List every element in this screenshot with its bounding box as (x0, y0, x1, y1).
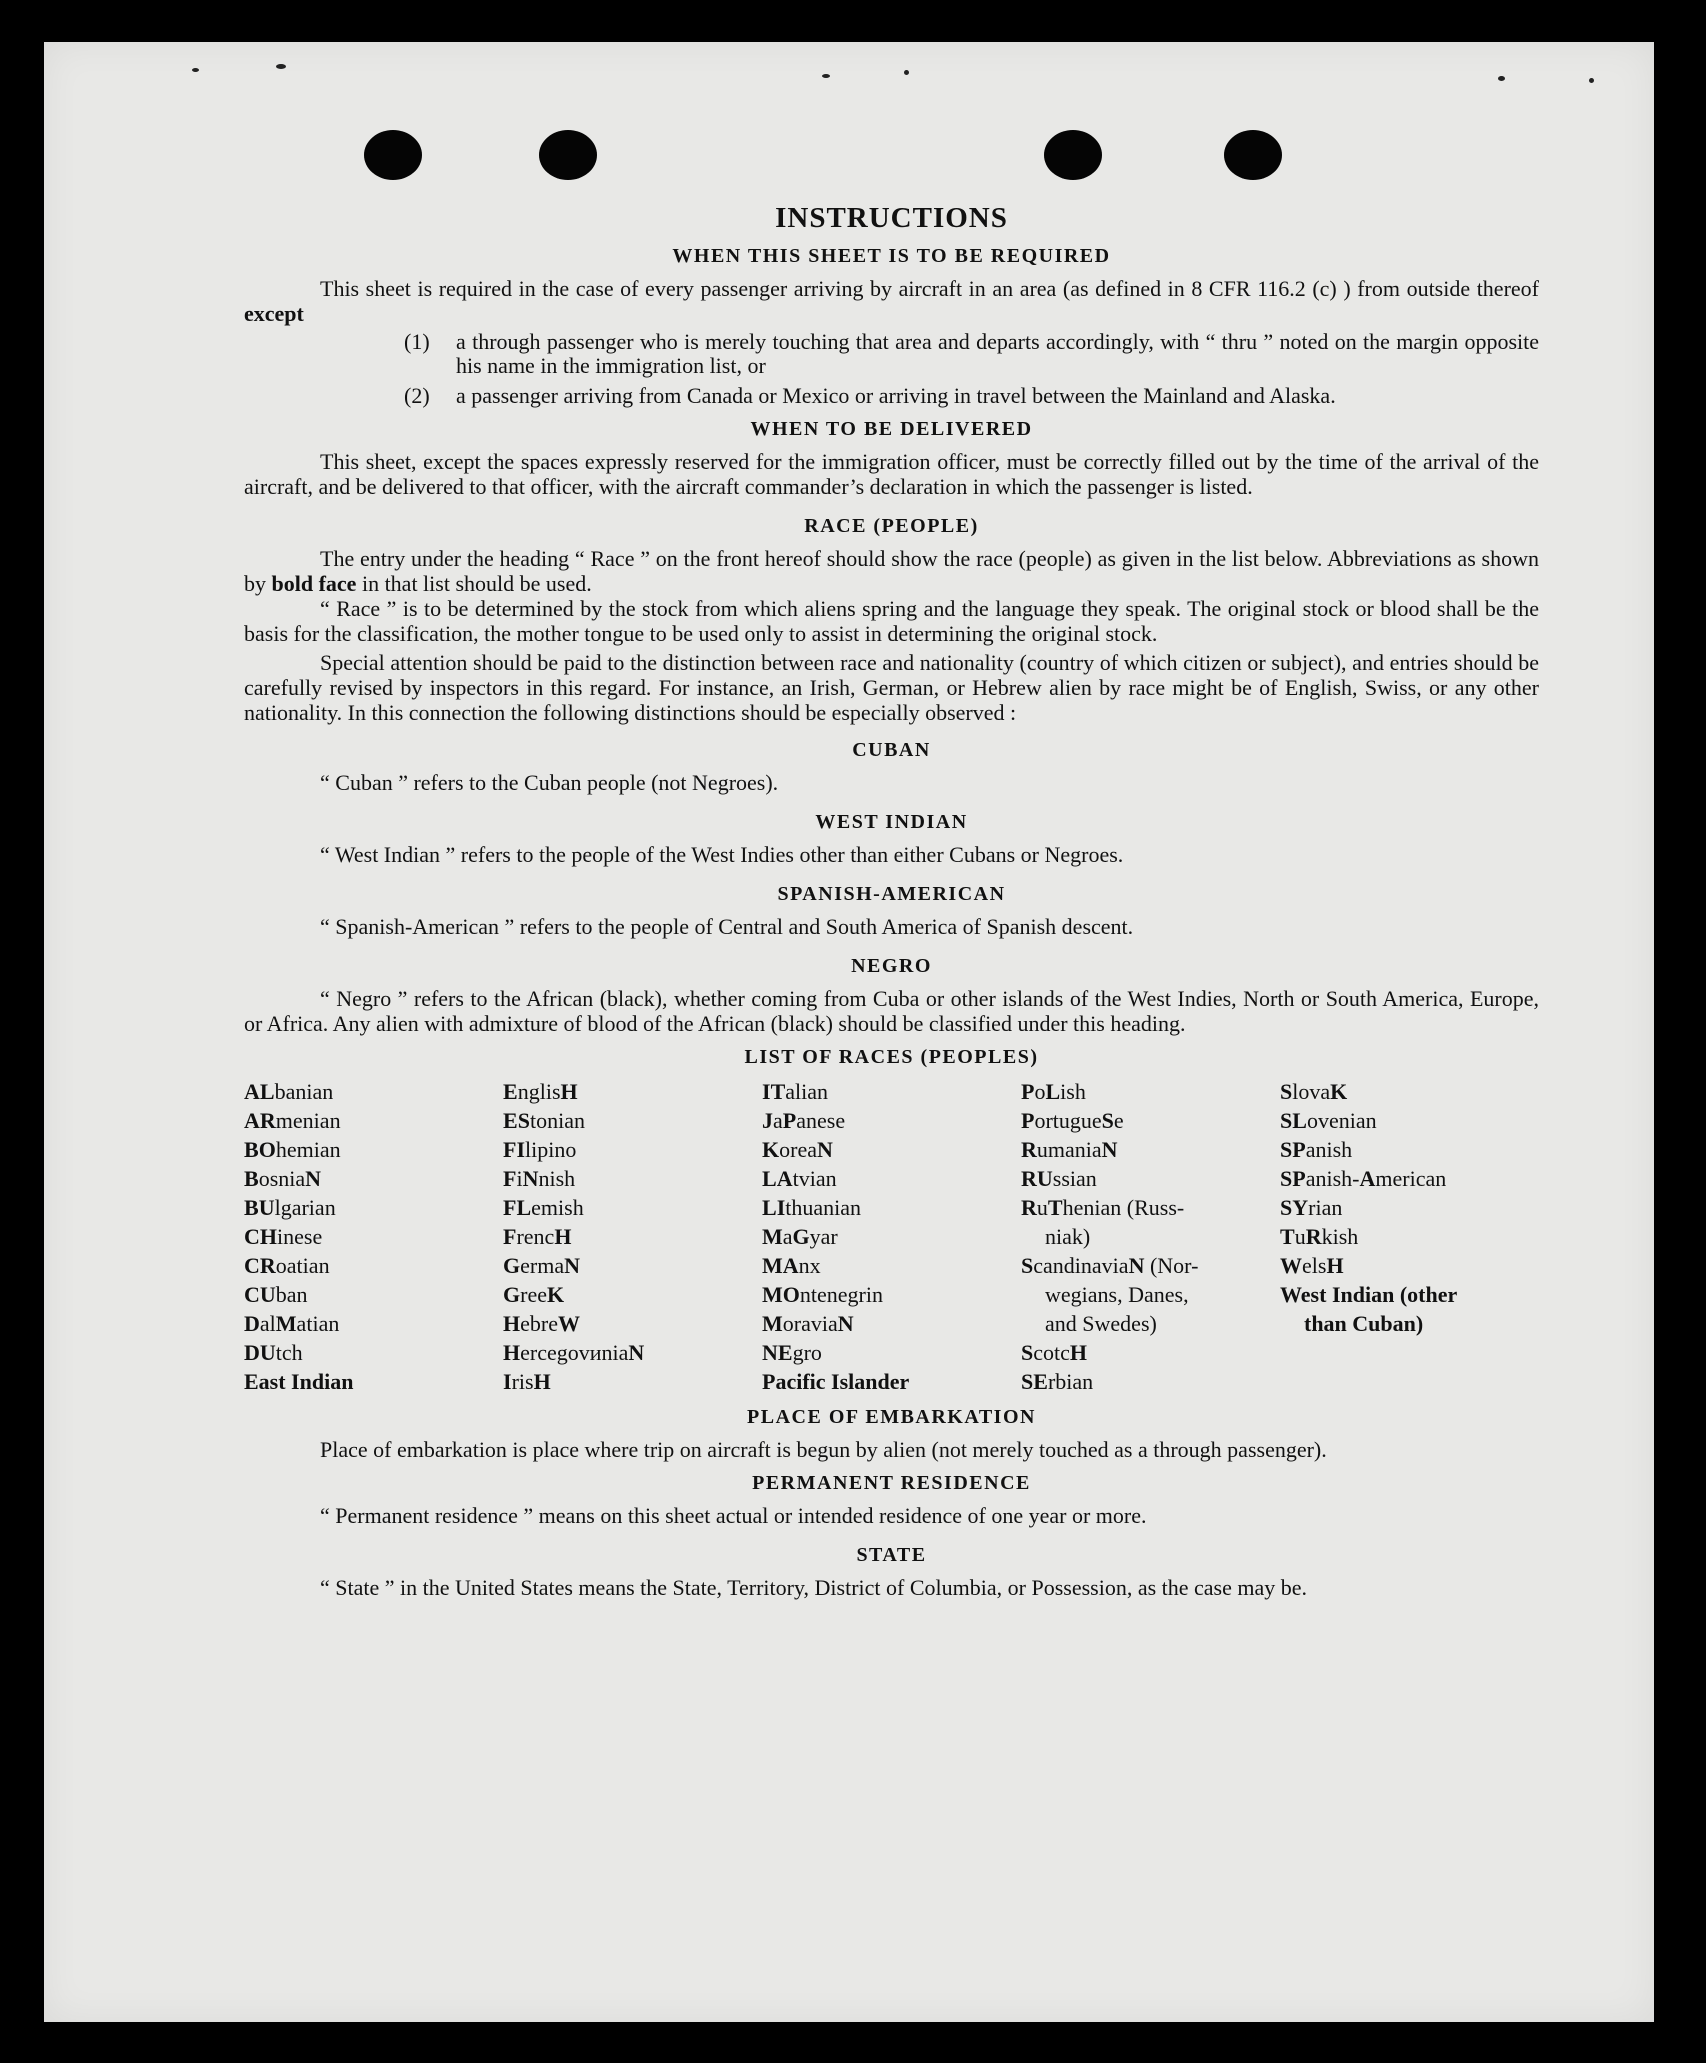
exception-item (404, 384, 1539, 408)
race-list-item: HercegovиniaN (503, 1340, 645, 1365)
race-list-item: BosniaN (244, 1166, 322, 1191)
residence-text: “ Permanent residence ” means on this sheet actual or intended residence of one year or more. (320, 1503, 1147, 1528)
cuban-text: “ Cuban ” refers to the Cuban people (not Negroes). (320, 770, 779, 795)
race-list-item: FIlipino (503, 1137, 577, 1162)
race-list-item: CHinese (244, 1224, 323, 1249)
race-list-item: SLovenian (1280, 1108, 1377, 1133)
section-heading-residence: PERMANENT RESIDENCE (752, 1472, 1031, 1494)
punch-hole (1224, 130, 1282, 180)
exception-item (404, 330, 1539, 378)
page-title: INSTRUCTIONS (775, 202, 1008, 234)
punch-hole (539, 130, 597, 180)
race-p1-end: in that list should be used. (356, 571, 592, 596)
race-list-item: FLemish (503, 1195, 584, 1220)
race-list-item: SYrian (1280, 1195, 1343, 1220)
race-column (762, 1077, 1021, 1396)
race-list-item: IrisH (503, 1369, 551, 1394)
state-text: “ State ” in the United States means the State, Territory, District of Columbia, or Possession, as the case may be. (320, 1575, 1308, 1600)
race-paragraph-1 (244, 546, 1539, 596)
race-list-item: RUssian (1021, 1166, 1097, 1191)
race-list-item: SErbian (1021, 1369, 1094, 1394)
race-list-item: SPanish-American (1280, 1166, 1447, 1191)
punch-hole (1044, 130, 1102, 180)
section-heading-west-indian: WEST INDIAN (815, 811, 968, 833)
race-list-item: RumaniaN (1021, 1137, 1118, 1162)
race-list-item: ScandinaviaN (Nor- (1021, 1253, 1199, 1278)
race-list-item: GreeK (503, 1282, 565, 1307)
race-p1-bold: bold face (271, 571, 357, 596)
race-list-item: WelsH (1280, 1253, 1344, 1278)
document-sheet (44, 42, 1654, 2022)
race-column (1021, 1077, 1280, 1396)
section-heading-race: RACE (PEOPLE) (804, 515, 979, 537)
race-list-item: CUban (244, 1282, 308, 1307)
race-list-item: than Cuban) (1304, 1311, 1424, 1336)
race-list-item: DalMatian (244, 1311, 340, 1336)
required-intro-text: This sheet is required in the case of every passenger arriving by aircraft in an area (as defined in 8 CFR 116.2 (c) ) from outside thereof (320, 276, 1539, 301)
race-list-item: PoLish (1021, 1079, 1086, 1104)
section-heading-required: WHEN THIS SHEET IS TO BE REQUIRED (672, 245, 1111, 267)
exception-number: (1) (404, 329, 430, 354)
race-list-item: HebreW (503, 1311, 580, 1336)
race-list-item: Pacific Islander (762, 1369, 910, 1394)
race-list-item: MaGyar (762, 1224, 838, 1249)
race-list-item: MAnx (762, 1253, 821, 1278)
race-p1-text: The entry under the heading “ Race ” on the front hereof should show the race (people) as given in the list below. Abbreviations as shown by (244, 546, 1539, 596)
race-list-item: LIthuanian (762, 1195, 862, 1220)
race-list-item: West Indian (other (1280, 1282, 1458, 1307)
race-list-item: BOhemian (244, 1137, 341, 1162)
race-list-item: MOntenegrin (762, 1282, 883, 1307)
scan-speck (1589, 78, 1594, 83)
race-list-item: niak) (1045, 1224, 1091, 1249)
race-list-item: ARmenian (244, 1108, 341, 1133)
race-list-item: DUtch (244, 1340, 303, 1365)
exception-text: a through passenger who is merely touching that area and departs accordingly, with “ thru ” noted on the margin opposite his name in the immigration list, or (456, 329, 1539, 378)
race-list-item: FiNnish (503, 1166, 576, 1191)
delivered-text: This sheet, except the spaces expressly reserved for the immigration officer, must be correctly filled out by the time of the arrival of the aircraft, and be delivered to that officer, with the aircraft commander’s declaration in which the passenger is listed. (244, 449, 1539, 499)
exception-text: a passenger arriving from Canada or Mexico or arriving in travel between the Mainland and Alaska. (456, 383, 1336, 408)
race-column (244, 1077, 503, 1396)
race-list-item: EStonian (503, 1108, 585, 1133)
race-paragraph-3: Special attention should be paid to the distinction between race and nationality (country of which citizen or subject), and entries should be carefully revised by inspectors in this regard. For instance, an Irish, German, or Hebrew alien by race might be of English, Swiss, or any other nationality. In this connection the following distinctions should be especially observed : (244, 650, 1539, 725)
race-list-item: FrencH (503, 1224, 572, 1249)
race-column (503, 1077, 762, 1396)
section-heading-list-of-races: LIST OF RACES (PEOPLES) (744, 1046, 1039, 1068)
race-list-item: JaPanese (762, 1108, 846, 1133)
race-list-item: ITalian (762, 1079, 829, 1104)
punch-hole (364, 130, 422, 180)
race-list-item: SPanish (1280, 1137, 1353, 1162)
section-heading-cuban: CUBAN (852, 739, 931, 761)
negro-text: “ Negro ” refers to the African (black), whether coming from Cuba or other islands of the West Indies, North or South America, Europe, or Africa. Any alien with admixture of blood of the African (black) should be classified under this heading. (244, 986, 1539, 1036)
section-heading-delivered: WHEN TO BE DELIVERED (750, 418, 1033, 440)
race-paragraph-2: “ Race ” is to be determined by the stock from which aliens spring and the language they speak. The original stock or blood shall be the basis for the classification, the mother tongue to be used only to assist in determining the original stock. (244, 596, 1539, 646)
race-list-item: TuRkish (1280, 1224, 1359, 1249)
spanish-american-text: “ Spanish-American ” refers to the people of Central and South America of Spanish descent. (320, 914, 1134, 939)
race-list-item: CRoatian (244, 1253, 330, 1278)
race-list-item: MoraviaN (762, 1311, 854, 1336)
section-heading-embarkation: PLACE OF EMBARKATION (747, 1406, 1036, 1428)
race-list-item: ScotcH (1021, 1340, 1088, 1365)
race-list-item: KoreaN (762, 1137, 833, 1162)
instructions-content (244, 202, 1539, 1600)
required-intro-except: except (244, 301, 304, 326)
race-list-item: East Indian (244, 1369, 354, 1394)
race-list-item: EnglisH (503, 1079, 578, 1104)
races-list (244, 1077, 1539, 1396)
scan-speck (276, 64, 286, 69)
section-heading-state: STATE (856, 1544, 927, 1566)
scan-speck (822, 74, 830, 78)
embarkation-text: Place of embarkation is place where trip on aircraft is begun by alien (not merely touched as a through passenger). (320, 1437, 1327, 1462)
scan-speck (192, 68, 199, 72)
exception-number: (2) (404, 383, 430, 408)
race-list-item: PortugueSe (1021, 1108, 1124, 1133)
race-list-item: GermaN (503, 1253, 580, 1278)
race-list-item: BUlgarian (244, 1195, 336, 1220)
race-list-item: RuThenian (Russ- (1021, 1195, 1185, 1220)
race-column (1280, 1077, 1539, 1396)
race-list-item: wegians, Danes, (1045, 1282, 1189, 1307)
race-list-item: NEgro (762, 1340, 822, 1365)
west-indian-text: “ West Indian ” refers to the people of the West Indies other than either Cubans or Negroes. (320, 842, 1124, 867)
required-intro (244, 276, 1539, 326)
race-list-item: SlovaK (1280, 1079, 1348, 1104)
scan-speck (1498, 76, 1505, 81)
race-list-item: and Swedes) (1045, 1311, 1157, 1336)
section-heading-negro: NEGRO (851, 955, 932, 977)
race-list-item: LAtvian (762, 1166, 837, 1191)
section-heading-spanish-american: SPANISH-AMERICAN (777, 883, 1006, 905)
scan-speck (904, 70, 909, 75)
race-list-item: ALbanian (244, 1079, 334, 1104)
